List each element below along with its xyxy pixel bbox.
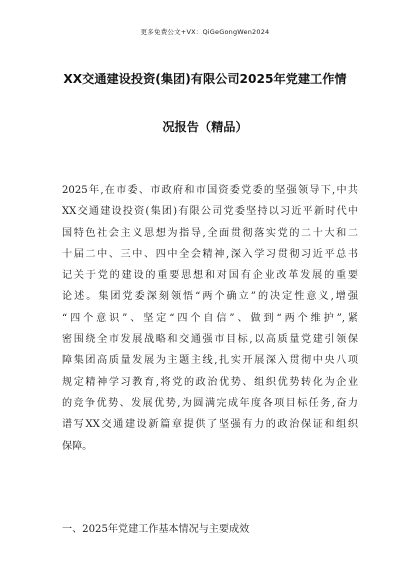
body-line: 谱写XX交通建设新篇章提供了坚强有力的政治保证和组织 <box>62 419 358 431</box>
document-title-line-1: XX交通建设投资(集团)有限公司2025年党建工作情 <box>63 72 347 86</box>
body-line: 规定精神学习教育,将党的政治优势、组织优势转化为企业 <box>62 376 358 388</box>
body-paragraph <box>62 180 358 457</box>
body-line: 密围绕全市发展战略和交通强市目标,以高质量党建引领保 <box>62 334 358 346</box>
section-heading: 一、2025年党建工作基本情况与主要成效 <box>62 524 250 535</box>
body-line: 保障。 <box>62 440 93 452</box>
document-title-line-2: 况报告（精品） <box>162 120 248 134</box>
body-line: 的竞争优势、发展优势,为圆满完成年度各项目标任务,奋力 <box>62 397 358 409</box>
body-line: 十届二中、三中、四中全会精神,深入学习贯彻习近平总书 <box>62 248 358 260</box>
body-line: 障集团高质量发展为主题主线,扎实开展深入贯彻中央八项 <box>62 355 358 367</box>
body-line: 论述。集团党委深刻领悟“两个确立”的决定性意义,增强 <box>62 291 358 303</box>
body-line: 2025年,在市委、市政府和市国资委党委的坚强领导下,中共 <box>62 185 358 196</box>
header-note: 更多免费公文+VX：QiGeGongWen2024 <box>140 28 270 36</box>
body-line: “四个意识”、坚定“四个自信”、做到“两个维护”,紧 <box>62 312 358 324</box>
body-line: 国特色社会主义思想为指导,全面贯彻落实党的二十大和二 <box>62 227 358 239</box>
body-line: 记关于党的建设的重要思想和对国有企业改革发展的重要 <box>62 270 358 282</box>
body-line: XX交通建设投资(集团)有限公司党委坚持以习近平新时代中 <box>62 206 358 218</box>
